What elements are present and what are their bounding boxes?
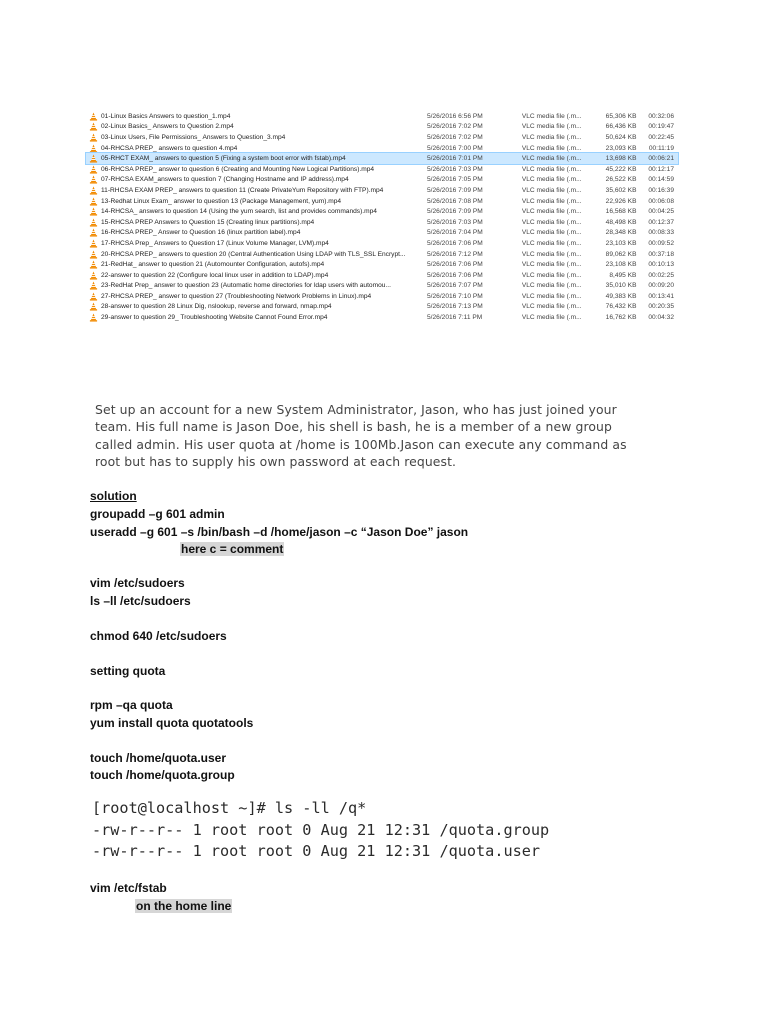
file-name: 23-RedHat Prep_ answer to question 23 (Automatic home directories for ldap users with automou... [101, 282, 391, 290]
file-size: 13,698 KB [605, 155, 637, 163]
file-duration: 00:19:47 [648, 123, 675, 131]
file-duration: 00:06:21 [648, 155, 675, 163]
file-date: 5/26/2016 7:02 PM [427, 123, 483, 131]
file-duration: 00:22:45 [648, 133, 675, 141]
file-row[interactable] [86, 217, 678, 228]
file-date: 5/26/2016 7:11 PM [427, 314, 483, 322]
file-date: 5/26/2016 7:04 PM [427, 229, 483, 237]
terminal-line: [root@localhost ~]# ls -ll /q* [92, 799, 367, 817]
file-date: 5/26/2016 7:03 PM [427, 165, 483, 173]
file-row[interactable] [86, 175, 678, 186]
file-size: 89,062 KB [605, 250, 637, 258]
file-duration: 00:13:41 [648, 292, 675, 300]
file-name: 28-answer to question 28 Linux Dig, nslookup, reverse and forward, nmap.mp4 [101, 303, 332, 311]
vlc-cone-icon [89, 239, 98, 248]
vlc-cone-icon [89, 154, 98, 163]
vlc-cone-icon [89, 302, 98, 311]
file-date: 5/26/2016 7:10 PM [427, 292, 483, 300]
file-date: 5/26/2016 7:13 PM [427, 303, 483, 311]
file-size: 23,103 KB [605, 239, 637, 247]
file-name: 29-answer to question 29_ Troubleshooting Website Cannot Found Error.mp4 [101, 314, 328, 322]
file-duration: 00:11:19 [648, 144, 675, 152]
file-size: 50,624 KB [605, 133, 637, 141]
file-size: 16,568 KB [605, 208, 637, 216]
file-date: 5/26/2016 7:12 PM [427, 250, 483, 258]
file-name: 11-RHCSA EXAM PREP_ answers to question 11 (Create PrivateYum Repository with FTP).mp4 [101, 186, 384, 194]
file-name: 05-RHCT EXAM_ answers to question 5 (Fixing a system boot error with fstab).mp4 [101, 155, 346, 163]
file-duration: 00:08:33 [648, 229, 675, 237]
cmd-yum: yum install quota quotatools [90, 716, 254, 730]
file-size: 23,093 KB [605, 144, 637, 152]
file-size: 76,432 KB [605, 303, 637, 311]
file-type: VLC media file (.m... [521, 176, 582, 184]
file-size: 8,495 KB [609, 271, 637, 279]
file-size: 28,348 KB [605, 229, 637, 237]
vlc-cone-icon [89, 228, 98, 237]
vlc-cone-icon [89, 207, 98, 216]
file-name: 04-RHCSA PREP_ answers to question 4.mp4 [101, 144, 238, 152]
file-name: 14-RHCSA_ answers to question 14 (Using the yum search, list and provides commands).mp4 [101, 208, 377, 216]
file-size: 65,306 KB [605, 112, 637, 120]
file-date: 5/26/2016 7:07 PM [427, 282, 483, 290]
file-duration: 00:02:25 [648, 271, 675, 279]
file-type: VLC media file (.m... [521, 144, 582, 152]
file-date: 5/26/2016 7:09 PM [427, 208, 483, 216]
question-line: called admin. His user quota at /home is 100Mb.Jason can execute any command as [95, 436, 627, 452]
file-type: VLC media file (.m... [521, 292, 582, 300]
file-duration: 00:09:52 [648, 239, 675, 247]
cmd-groupadd: groupadd –g 601 admin [90, 507, 225, 521]
vlc-cone-icon [89, 197, 98, 206]
file-type: VLC media file (.m... [521, 165, 582, 173]
file-duration: 00:14:59 [648, 176, 675, 184]
file-size: 35,010 KB [605, 282, 637, 290]
vlc-cone-icon [89, 112, 98, 121]
file-row[interactable] [86, 122, 678, 133]
cmd-rpm: rpm –qa quota [90, 698, 173, 712]
file-duration: 00:09:20 [648, 282, 675, 290]
note-comment: here c = comment [181, 542, 284, 556]
vlc-cone-icon [89, 292, 98, 301]
file-row[interactable] [86, 206, 678, 217]
note-home-line: on the home line [136, 899, 232, 913]
cmd-chmod: chmod 640 /etc/sudoers [90, 629, 227, 643]
file-type: VLC media file (.m... [521, 197, 582, 205]
solution-heading: solution [90, 489, 137, 503]
file-duration: 00:16:39 [648, 186, 675, 194]
file-date: 5/26/2016 7:00 PM [427, 144, 483, 152]
file-name: 02-Linux Basics_ Answers to Question 2.mp4 [101, 123, 234, 131]
file-duration: 00:06:08 [648, 197, 675, 205]
file-name: 20-RHCSA PREP_ answers to question 20 (Central Authentication Using LDAP with TLS_SSL Encrypt... [101, 250, 406, 258]
file-name: 06-RHCSA PREP_ answer to question 6 (Creating and Mounting New Logical Partitions).mp4 [101, 165, 375, 173]
question-line: root but has to supply his own password at each request. [95, 454, 457, 470]
file-type: VLC media file (.m... [521, 229, 582, 237]
question-line: team. His full name is Jason Doe, his shell is bash, he is a member of a new group [95, 419, 612, 435]
file-row[interactable] [86, 238, 678, 249]
file-type: VLC media file (.m... [521, 218, 582, 226]
file-row[interactable] [86, 291, 678, 302]
file-row[interactable] [86, 153, 678, 164]
file-date: 5/26/2016 7:06 PM [427, 261, 483, 269]
cmd-vim-sudoers: vim /etc/sudoers [90, 576, 185, 590]
file-type: VLC media file (.m... [521, 112, 582, 120]
file-size: 66,436 KB [605, 123, 637, 131]
file-type: VLC media file (.m... [521, 186, 582, 194]
file-row[interactable] [86, 185, 678, 196]
file-row[interactable] [86, 143, 678, 154]
file-duration: 00:04:32 [648, 314, 675, 322]
file-date: 5/26/2016 6:56 PM [427, 112, 483, 120]
file-type: VLC media file (.m... [521, 250, 582, 258]
file-name: 01-Linux Basics Answers to question_1.mp4 [101, 112, 231, 120]
question-line: Set up an account for a new System Administrator, Jason, who has just joined your [95, 402, 617, 417]
file-duration: 00:32:06 [648, 112, 675, 120]
file-size: 45,222 KB [605, 165, 637, 173]
file-type: VLC media file (.m... [521, 123, 582, 131]
file-duration: 00:20:35 [648, 303, 675, 311]
file-date: 5/26/2016 7:06 PM [427, 239, 483, 247]
cmd-ls-sudoers: ls –ll /etc/sudoers [90, 594, 191, 608]
file-type: VLC media file (.m... [521, 155, 582, 163]
file-size: 48,498 KB [605, 218, 637, 226]
file-date: 5/26/2016 7:01 PM [427, 155, 483, 163]
vlc-cone-icon [89, 250, 98, 259]
file-size: 16,762 KB [605, 314, 637, 322]
file-row[interactable] [86, 270, 678, 281]
file-date: 5/26/2016 7:03 PM [427, 218, 483, 226]
vlc-cone-icon [89, 313, 98, 322]
file-name: 21-RedHat_ answer to question 21 (Automounter Configuration, autofs).mp4 [101, 261, 325, 269]
file-row[interactable] [86, 302, 678, 313]
vlc-cone-icon [89, 144, 98, 153]
file-row[interactable] [86, 228, 678, 239]
file-size: 23,108 KB [605, 261, 637, 269]
cmd-vim-fstab: vim /etc/fstab [90, 881, 167, 895]
file-type: VLC media file (.m... [521, 303, 582, 311]
terminal-output [92, 798, 612, 863]
file-date: 5/26/2016 7:05 PM [427, 176, 483, 184]
vlc-cone-icon [89, 271, 98, 280]
file-type: VLC media file (.m... [521, 314, 582, 322]
file-row[interactable] [86, 281, 678, 292]
file-size: 35,602 KB [605, 186, 637, 194]
file-duration: 00:12:17 [648, 165, 675, 173]
file-name: 16-RHCSA PREP_ Answer to Question 16 (linux partition label).mp4 [101, 229, 301, 237]
vlc-cone-icon [89, 281, 98, 290]
cmd-touch-user: touch /home/quota.user [90, 751, 227, 765]
file-name: 13-Redhat Linux Exam_ answer to question 13 (Package Management, yum).mp4 [101, 197, 342, 205]
file-duration: 00:37:18 [648, 250, 675, 258]
file-row[interactable] [86, 132, 678, 143]
file-row[interactable] [86, 111, 678, 122]
note-comment-wrap [180, 542, 284, 556]
vlc-cone-icon [89, 260, 98, 269]
file-row[interactable] [86, 196, 678, 207]
vlc-cone-icon [89, 165, 98, 174]
file-size: 49,383 KB [605, 292, 637, 300]
file-row[interactable] [86, 312, 678, 323]
file-date: 5/26/2016 7:02 PM [427, 133, 483, 141]
file-type: VLC media file (.m... [521, 208, 582, 216]
note-home-line-wrap [135, 899, 232, 913]
file-type: VLC media file (.m... [521, 133, 582, 141]
file-type: VLC media file (.m... [521, 261, 582, 269]
file-name: 27-RHCSA PREP_ answer to question 27 (Troubleshooting Network Problems in Linux).mp4 [101, 292, 372, 300]
file-type: VLC media file (.m... [521, 271, 582, 279]
question-text [95, 401, 685, 471]
file-size: 22,926 KB [605, 197, 637, 205]
file-name: 03-Linux Users, File Permissions_ Answers to Question_3.mp4 [101, 133, 286, 141]
vlc-cone-icon [89, 133, 98, 142]
file-name: 22-answer to question 22 (Configure local linux user in addition to LDAP).mp4 [101, 271, 329, 279]
file-size: 26,522 KB [605, 176, 637, 184]
file-duration: 00:12:37 [648, 218, 675, 226]
file-name: 15-RHCSA PREP Answers to Question 15 (Creating linux partitions).mp4 [101, 218, 315, 226]
file-type: VLC media file (.m... [521, 282, 582, 290]
file-name: 17-RHCSA Prep_ Answers to Question 17 (Linux Volume Manager, LVM).mp4 [101, 239, 329, 247]
file-date: 5/26/2016 7:08 PM [427, 197, 483, 205]
terminal-line: -rw-r--r-- 1 root root 0 Aug 21 12:31 /quota.user [92, 842, 541, 860]
vlc-cone-icon [89, 122, 98, 131]
file-row[interactable] [86, 249, 678, 260]
cmd-useradd: useradd –g 601 –s /bin/bash –d /home/jason –c “Jason Doe” jason [90, 525, 469, 539]
vlc-cone-icon [89, 186, 98, 195]
file-date: 5/26/2016 7:09 PM [427, 186, 483, 194]
file-row[interactable] [86, 164, 678, 175]
terminal-line: -rw-r--r-- 1 root root 0 Aug 21 12:31 /quota.group [92, 820, 550, 839]
file-type: VLC media file (.m... [521, 239, 582, 247]
cmd-touch-group: touch /home/quota.group [90, 768, 235, 782]
file-list [86, 111, 678, 323]
file-date: 5/26/2016 7:06 PM [427, 271, 483, 279]
file-row[interactable] [86, 259, 678, 270]
file-duration: 00:10:13 [648, 261, 675, 269]
vlc-cone-icon [89, 218, 98, 227]
file-duration: 00:04:25 [648, 208, 675, 216]
file-name: 07-RHCSA EXAM_answers to question 7 (Changing Hostname and IP address).mp4 [101, 176, 349, 184]
vlc-cone-icon [89, 175, 98, 184]
setting-quota: setting quota [90, 664, 166, 678]
